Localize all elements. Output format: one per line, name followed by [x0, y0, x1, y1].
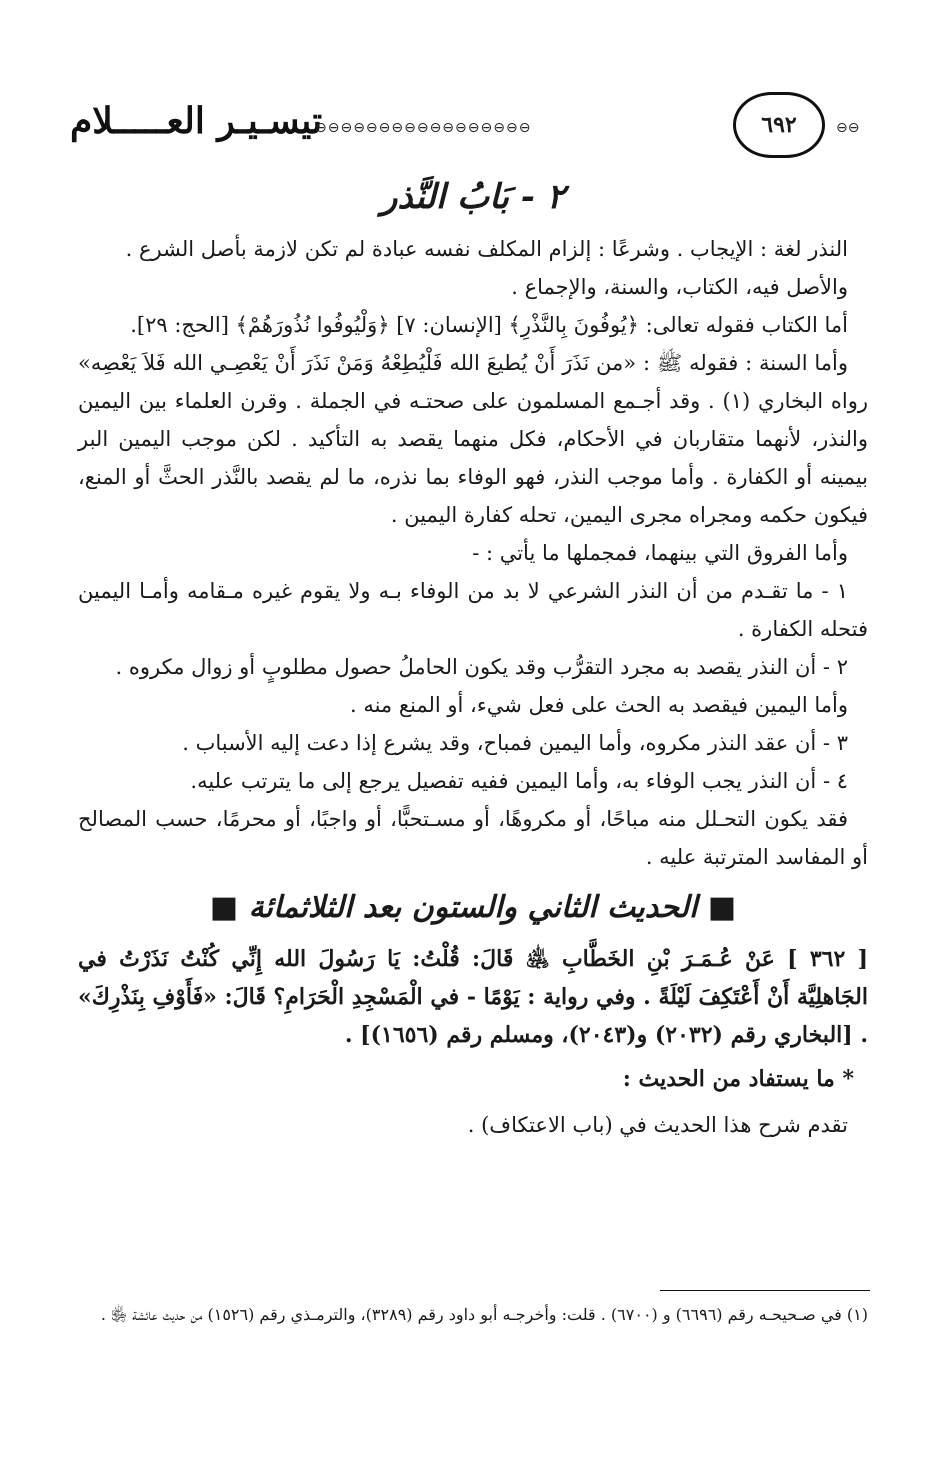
- book-title: تيسـيـر العـــــلام: [70, 100, 323, 142]
- paragraph-definition: النذر لغة : الإيجاب . وشرعًا : إلزام المكلف نفسه عبادة لم تكن لازمة بأصل الشرع .: [125, 237, 848, 261]
- hadith-title: ■ الحديث الثاني والستون بعد الثلاثمائة ■: [209, 890, 737, 925]
- footnotes: [78, 1300, 868, 1330]
- main-content: [78, 168, 868, 1144]
- list-item-2b: وأما اليمين فيقصد به الحث على فعل شيء، أو المنع منه .: [349, 693, 848, 717]
- hadith-text: [ ٣٦٢ ] عَنْ عُـمَـرَ بْنِ الخَطَّابِ ﵁ قَالَ: قُلْتُ: يَا رَسُولَ الله إِنِّي كُنْتُ نَذَرْتُ في الجَاهلِيَّة أَنْ أَعْتَكِفَ لَيْلَةً . وفي رواية : يَوْمًا - في الْمَسْجِدِ الْحَرَامِ؟ قَالَ: «فَأَوْفِ بِنَذْرِكَ» . [البخاري رقم (٢٠٣٢) و(٢٠٤٣)، ومسلم رقم (١٦٥٦)] .: [78, 946, 868, 1048]
- paragraph-conclusion: فقد يكون التحـلل منه مباحًا، أو مكروهًا، أو مسـتحبًّا، أو واجبًا، أو محرمًا، حسب المصالح أو المفاسد المترتبة عليه .: [78, 807, 868, 869]
- page-number: ٦٩٢: [733, 92, 825, 158]
- ornament-chain: ⊖⊖⊖⊖⊖⊖⊖⊖⊖⊖⊖⊖⊖⊖⊖⊖⊖: [315, 120, 532, 136]
- list-item-4: ٤ - أن النذر يجب الوفاء به، وأما اليمين ففيه تفصيل يرجع إلى ما يترتب عليه.: [190, 769, 848, 793]
- paragraph-quran: أما الكتاب فقوله تعالى: ﴿يُوفُونَ بِالنَّذْرِ﴾ [الإنسان: ٧] ﴿وَلْيُوفُوا نُذُورَهُمْ﴾ [الحج: ٢٩].: [130, 313, 848, 337]
- benefit-text: تقدم شرح هذا الحديث في (باب الاعتكاف) .: [467, 1113, 848, 1137]
- footnote-divider: [660, 1290, 870, 1291]
- paragraph-differences: وأما الفروق التي بينهما، فمجملها ما يأتي : -: [472, 541, 848, 565]
- list-item-1: ١ - ما تقـدم من أن النذر الشرعي لا بد من الوفاء بـه ولا يقوم غيره مـقامه وأمـا اليمين فتحله الكفارة .: [78, 579, 868, 641]
- footnote-1: (١) في صـحيحـه رقم (٦٦٩٦) و (٦٧٠٠) . قلت: وأخرجـه أبو داود رقم (٣٢٨٩)، والترمـذي رقم (١٥٢٦) من حديث عائشة ﵂ .: [100, 1305, 868, 1324]
- ornament-small: ⊖⊖: [836, 120, 860, 136]
- list-item-3: ٣ - أن عقد النذر مكروه، وأما اليمين فمباح، وقد يشرع إذا دعت إليه الأسباب .: [182, 731, 848, 755]
- list-item-2: ٢ - أن النذر يقصد به مجرد التقرُّب وقد يكون الحاملُ حصول مطلوبٍ أو زوال مكروه .: [115, 655, 848, 679]
- benefit-title: * ما يستفاد من الحديث :: [622, 1066, 854, 1092]
- page-header: [70, 88, 870, 168]
- paragraph-sunnah: وأما السنة : فقوله ﷺ : «من نَذَرَ أَنْ يُطيعَ الله فَلْيُطِعْهُ وَمَنْ نَذَرَ أَنْ يَعْصِـي الله فَلاَ يَعْصِه» رواه البخاري (١) . وقد أجـمع المسلمون على صحتـه في الجملة . وقرن العلماء بين اليمين والنذر، لأنهما متقاربان في الأحكام، فكل منهما يقصد به التأكيد . لكن موجب اليمين البر بيمينه أو الكفارة . وأما موجب النذر، فهو الوفاء بما نذره، ما لم يقصد بالنَّذر الحثَّ أو المنع، فيكون حكمه ومجراه مجرى اليمين، تحله كفارة اليمين .: [78, 351, 869, 527]
- paragraph-origin: والأصل فيه، الكتاب، والسنة، والإجماع .: [511, 275, 848, 299]
- chapter-title: ٢ - بَابُ النَّذر: [380, 177, 566, 217]
